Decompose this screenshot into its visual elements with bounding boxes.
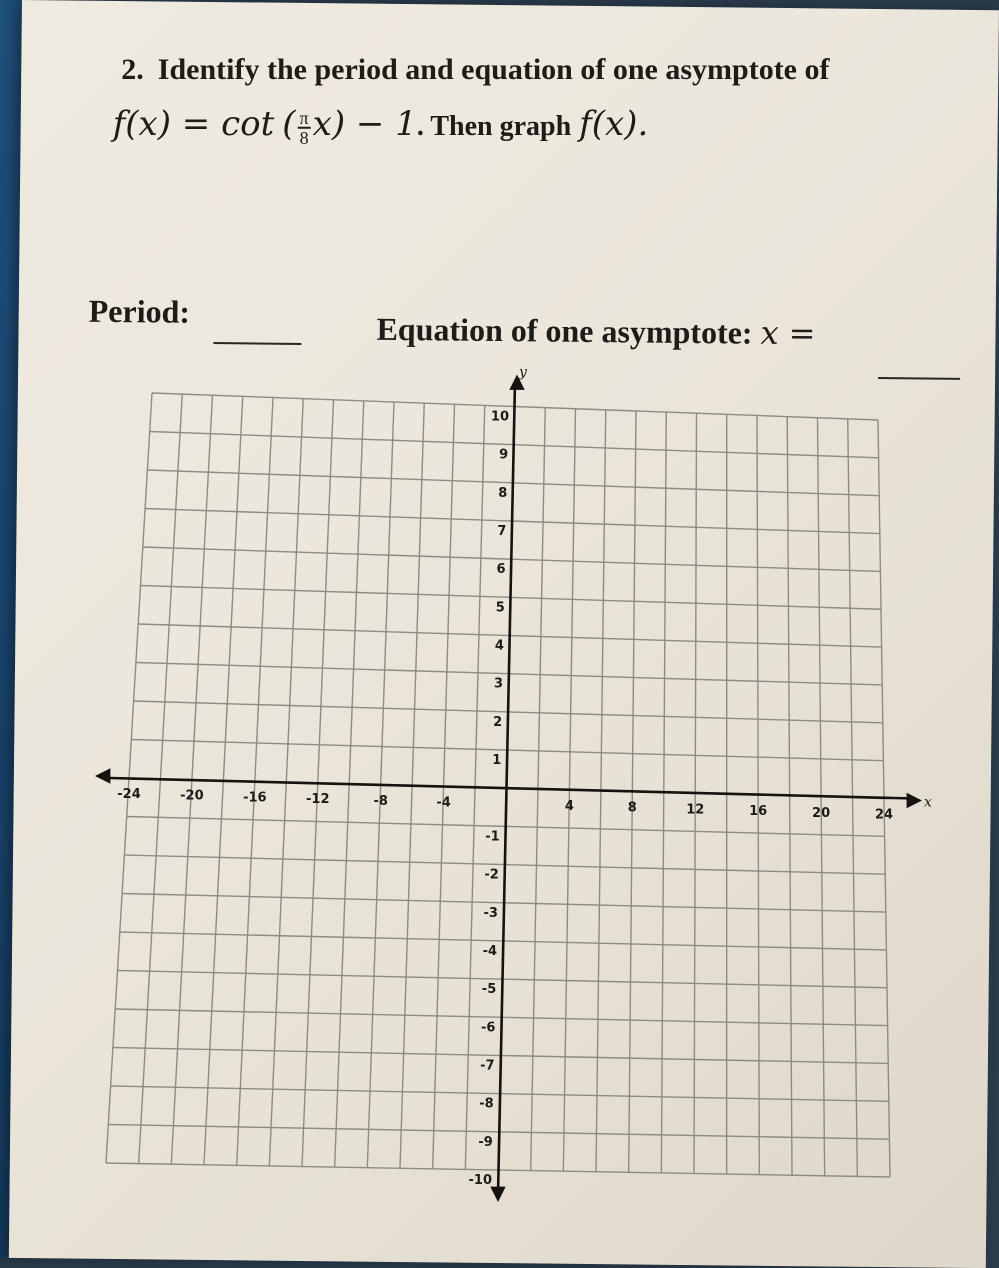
y-tick-label: -2 [484, 868, 498, 883]
x-axis-left-arrow [95, 768, 110, 783]
question-text: Identify the period and equation of one asymptote of [158, 53, 830, 86]
function-name: f(x). [579, 104, 648, 144]
open-paren: ( [282, 104, 295, 144]
y-tick-label: 2 [493, 715, 502, 730]
then-text: . Then graph [417, 111, 571, 142]
axes [95, 375, 922, 1203]
grid-lines [106, 393, 890, 1177]
x-tick-label: -16 [243, 790, 267, 805]
y-tick-label: -3 [483, 906, 497, 921]
asymptote-label-text: Equation of one asymptote: [376, 311, 752, 351]
x-tick-label: 16 [749, 804, 767, 819]
function-lhs: f(x) = cot [113, 104, 275, 144]
y-tick-label: 7 [497, 524, 506, 539]
x-axis-line [109, 778, 914, 799]
y-tick-label: -10 [469, 1173, 493, 1188]
y-tick-label: 1 [492, 753, 501, 768]
x-axis-right-arrow [907, 793, 922, 808]
y-tick-label: -9 [478, 1135, 492, 1150]
y-tick-label: -7 [480, 1058, 494, 1073]
y-tick-label: 4 [495, 639, 504, 654]
asymptote-variable: x = [760, 314, 815, 353]
y-tick-label: -8 [479, 1097, 493, 1112]
x-tick-label: 24 [875, 808, 893, 823]
y-tick-label: -6 [481, 1020, 495, 1035]
x-tick-label: 20 [812, 806, 830, 821]
x-tick-label: -12 [306, 792, 330, 807]
fraction-denominator: 8 [298, 128, 311, 146]
y-tick-label: 10 [491, 410, 509, 425]
x-tick-label: -24 [117, 787, 141, 802]
y-tick-label: 9 [499, 448, 508, 463]
y-tick-label: -4 [483, 944, 497, 959]
y-tick-label: 3 [494, 677, 503, 692]
period-label: Period: [89, 293, 191, 331]
x-tick-label: -8 [373, 794, 387, 809]
y-tick-label: 6 [497, 562, 506, 577]
x-tick-label: 12 [686, 802, 704, 817]
x-axis-label: x [924, 795, 932, 811]
y-tick-label: 8 [498, 486, 507, 501]
y-tick-label: 5 [496, 600, 505, 615]
question-number: 2. [121, 53, 144, 86]
y-tick-label: -5 [482, 982, 496, 997]
y-tick-label: -1 [485, 829, 499, 844]
x-tick-label: 8 [628, 801, 637, 816]
x-tick-label: -4 [436, 796, 450, 811]
fraction-numerator: π [298, 108, 311, 128]
x-tick-label: -20 [180, 789, 204, 804]
y-axis-label: y [518, 365, 528, 381]
function-rhs: x) − 1 [313, 104, 417, 144]
y-axis-down-arrow [490, 1187, 505, 1202]
x-tick-label: 4 [565, 799, 574, 814]
